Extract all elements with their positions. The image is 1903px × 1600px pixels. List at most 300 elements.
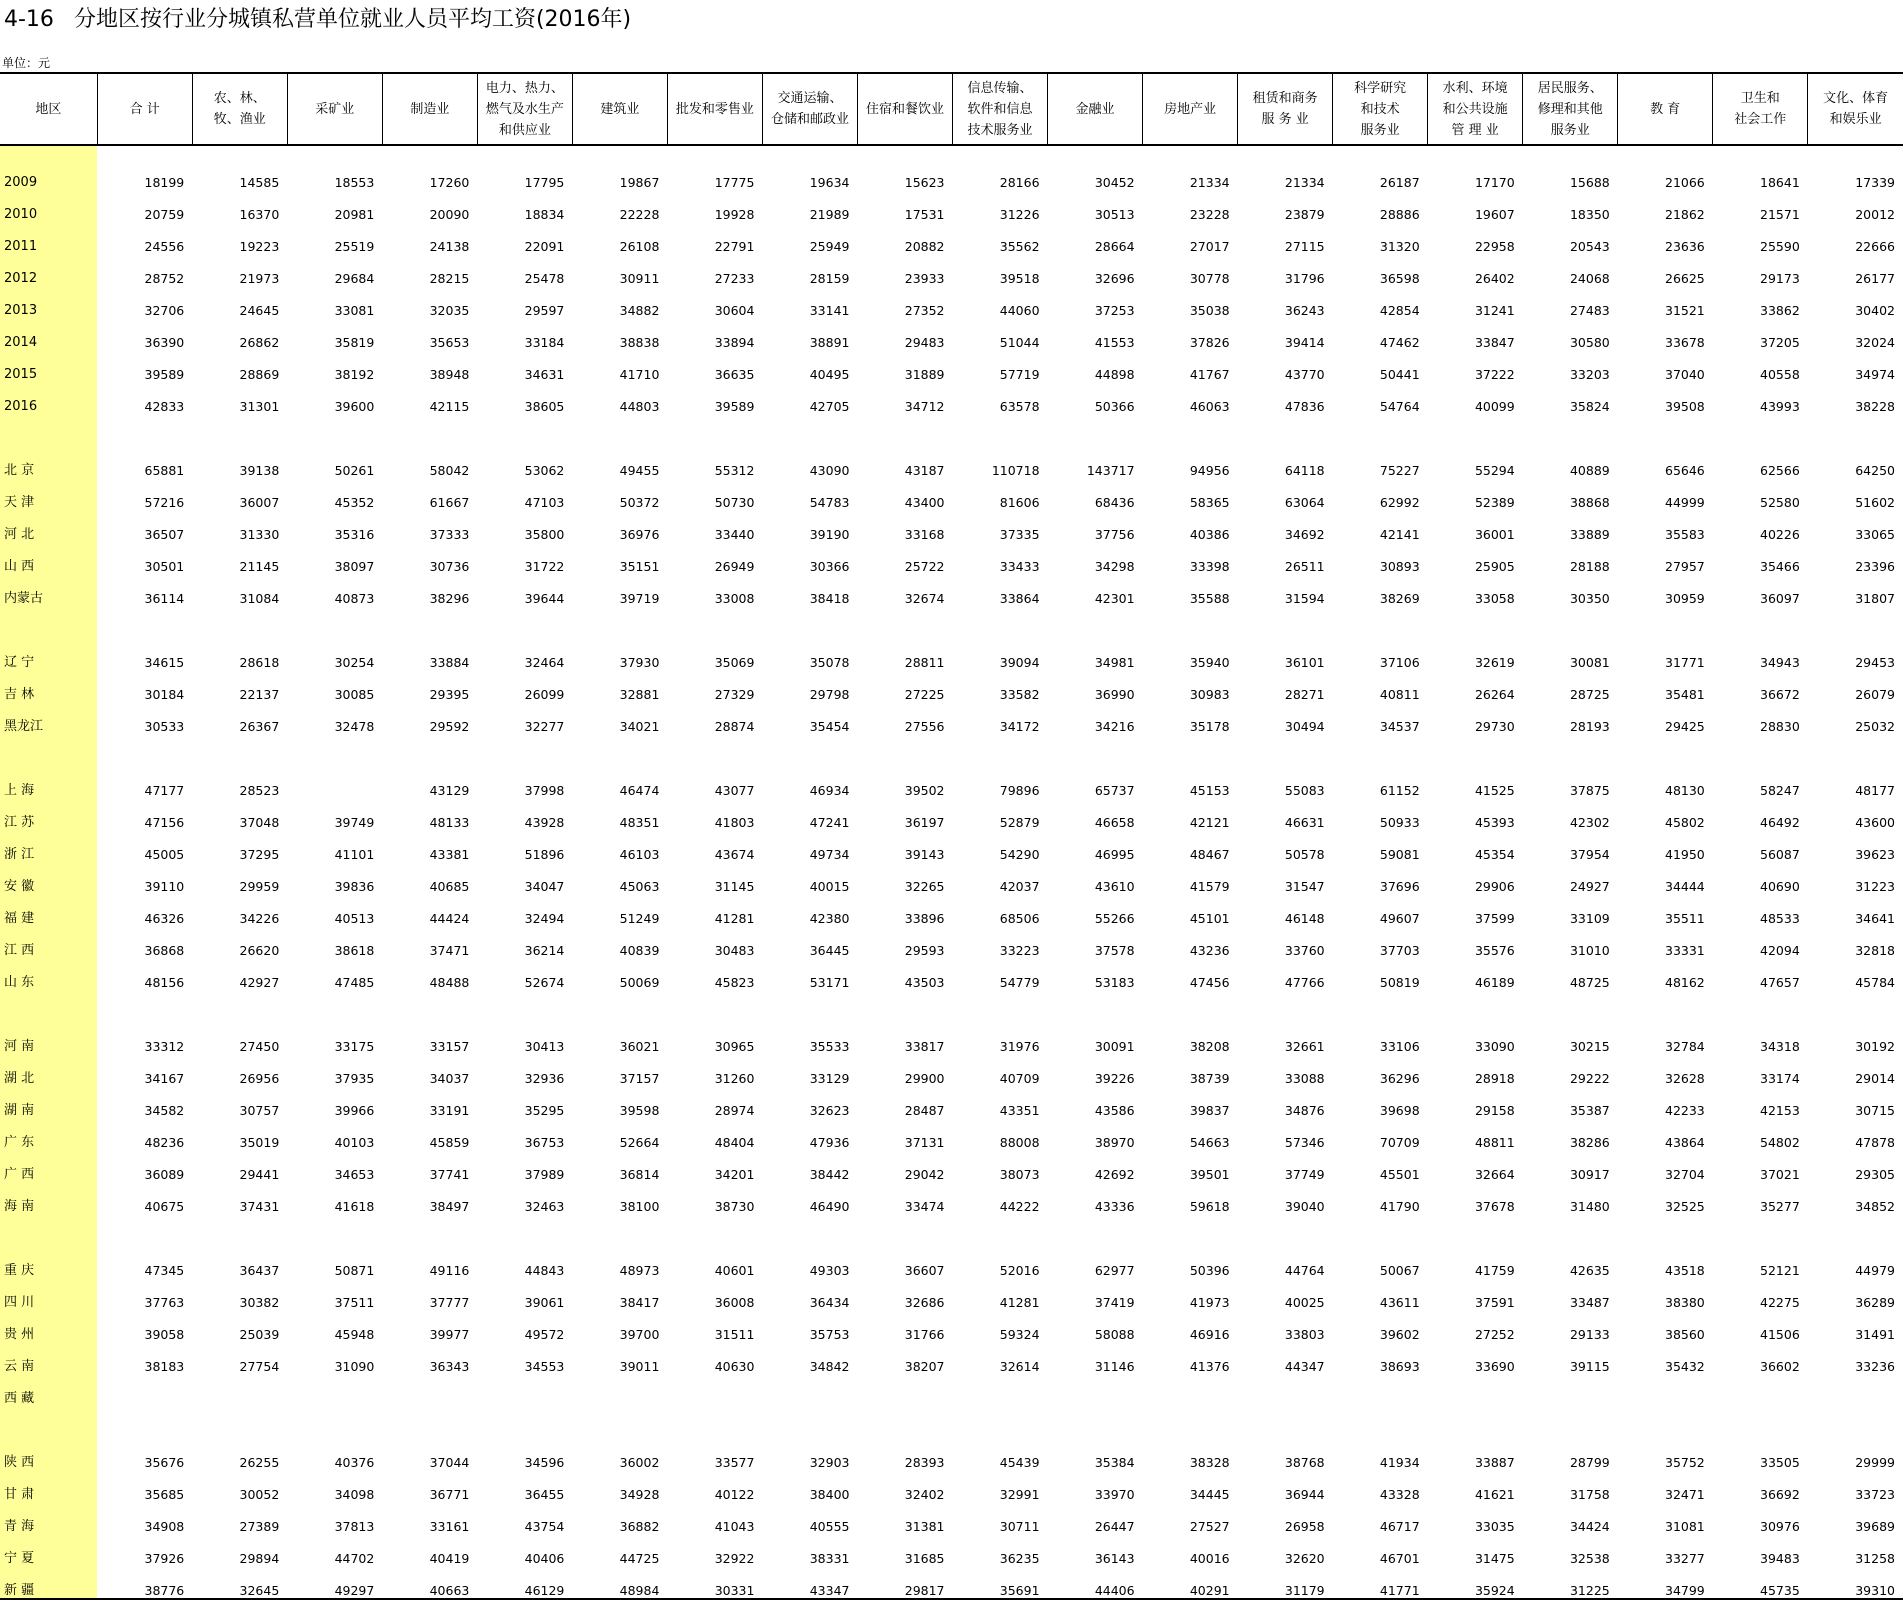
value-cell: 30893 [1379,559,1420,574]
value-cell: 65737 [1094,783,1135,798]
value-cell: 39058 [144,1327,185,1342]
value-cell: 37826 [1189,335,1230,350]
value-cell: 42275 [1760,1295,1800,1310]
value-cell: 37678 [1474,1199,1515,1214]
value-cell: 26447 [1094,1519,1135,1534]
value-cell: 37106 [1379,655,1420,670]
value-cell: 35653 [429,335,470,350]
value-cell: 31241 [1474,303,1515,318]
value-cell [667,1374,762,1406]
value-cell: 22228 [619,207,660,222]
value-cell: 38768 [1284,1455,1325,1470]
value-cell: 18641 [1760,175,1800,190]
value-cell: 39623 [1855,847,1895,862]
table-row [0,670,1903,702]
value-cell: 33008 [714,591,755,606]
value-cell: 50261 [334,463,375,478]
region-cell: 黑龙江 [0,702,97,734]
header-line: 建筑业 [600,101,640,117]
value-cell: 29798 [809,687,850,702]
value-cell: 37040 [1665,367,1705,382]
value-cell: 42094 [1760,943,1800,958]
value-cell: 30215 [1569,1039,1610,1054]
value-cell: 39310 [1808,1566,1903,1599]
region-cell: 江 苏 [0,798,97,830]
value-cell [1238,606,1333,638]
table-row [0,1278,1903,1310]
value-cell: 40839 [619,943,660,958]
value-cell: 30192 [1855,1039,1895,1054]
value-cell: 50441 [1379,367,1420,382]
value-cell [857,734,952,766]
value-cell: 46063 [1189,399,1230,414]
value-cell: 19867 [619,175,660,190]
value-cell: 26625 [1665,271,1705,286]
table-row [0,1374,1903,1406]
value-cell: 35038 [1189,303,1230,318]
region-cell [0,990,97,1022]
value-cell: 33817 [904,1039,945,1054]
value-cell [1713,1214,1808,1246]
value-cell: 39719 [619,591,660,606]
table-title: 分地区按行业分城镇私营单位就业人员平均工资(2016年) [73,7,632,32]
value-cell: 30331 [667,1566,762,1599]
value-cell: 49455 [619,463,660,478]
region-cell: 贵 州 [0,1310,97,1342]
value-cell: 63578 [999,399,1040,414]
value-cell: 46916 [1189,1327,1230,1342]
value-cell: 41767 [1189,367,1230,382]
value-cell: 40555 [809,1519,850,1534]
value-cell: 28974 [714,1103,755,1118]
value-cell: 29158 [1474,1103,1515,1118]
value-cell: 45802 [1665,815,1705,830]
value-cell: 15688 [1569,175,1610,190]
value-cell: 42833 [144,399,185,414]
value-cell: 48351 [619,815,660,830]
value-cell: 39700 [619,1327,660,1342]
value-cell: 40558 [1760,367,1800,382]
value-cell: 40601 [714,1263,755,1278]
value-cell [287,1374,382,1406]
value-cell: 52389 [1474,495,1515,510]
value-cell [477,1374,572,1406]
value-cell: 37777 [429,1295,470,1310]
value-cell: 37749 [1284,1167,1325,1182]
header-line: 采矿业 [315,101,355,117]
value-cell: 33090 [1474,1039,1515,1054]
region-cell: 青 海 [0,1502,97,1534]
value-cell: 36390 [144,335,185,350]
region-cell: 内蒙古 [0,574,97,606]
value-cell: 33223 [999,943,1040,958]
value-cell: 59081 [1379,847,1420,862]
value-cell: 28918 [1474,1071,1515,1086]
value-cell: 46995 [1094,847,1135,862]
value-cell: 31330 [239,527,280,542]
value-cell: 30091 [1094,1039,1135,1054]
value-cell: 30983 [1189,687,1230,702]
header-line: 科学研究 [1354,80,1407,96]
value-cell: 26108 [619,239,660,254]
value-cell: 28393 [904,1455,945,1470]
value-cell: 39414 [1284,335,1325,350]
region-cell: 2015 [0,350,97,382]
value-cell [762,1374,857,1406]
table-row [0,1438,1903,1470]
value-cell: 33088 [1284,1071,1325,1086]
header-line: 教 育 [1650,101,1681,117]
value-cell [1523,1214,1618,1246]
table-row [0,638,1903,670]
value-cell: 38269 [1379,591,1420,606]
header-region [0,73,97,145]
value-cell [1428,1374,1523,1406]
value-cell [1143,606,1238,638]
value-cell: 38286 [1569,1135,1610,1150]
value-cell: 34098 [334,1487,375,1502]
value-cell: 56087 [1760,847,1800,862]
value-cell: 31521 [1665,303,1705,318]
value-cell: 63064 [1284,495,1325,510]
value-cell: 27389 [239,1519,280,1534]
value-cell: 52879 [999,815,1040,830]
value-cell [477,606,572,638]
value-cell: 37875 [1569,783,1610,798]
value-cell: 39115 [1569,1359,1610,1374]
value-cell: 34852 [1855,1199,1895,1214]
region-cell: 河 南 [0,1022,97,1054]
value-cell: 29900 [904,1071,945,1086]
value-cell: 37578 [1094,943,1135,958]
spacer-row [0,990,1903,1022]
value-cell: 26949 [714,559,755,574]
value-cell: 45005 [144,847,185,862]
value-cell [1808,1214,1903,1246]
value-cell: 47177 [144,783,185,798]
value-cell: 32818 [1855,943,1895,958]
value-cell: 52664 [619,1135,660,1150]
value-cell: 39110 [144,879,185,894]
header-line: 社会工作 [1734,112,1787,127]
table-row [0,446,1903,478]
value-cell [1713,414,1808,446]
header-line: 和公共设施 [1442,101,1508,117]
value-cell: 40103 [334,1135,375,1150]
value-cell: 40376 [334,1455,375,1470]
value-cell: 22091 [524,239,565,254]
value-cell: 34974 [1855,367,1895,382]
value-cell: 62992 [1379,495,1420,510]
value-cell: 19928 [714,207,755,222]
value-cell: 30382 [239,1295,280,1310]
value-cell: 30494 [1284,719,1325,734]
value-cell [667,414,762,446]
header-line: 住宿和餐饮业 [865,101,944,117]
value-cell: 42692 [1094,1167,1135,1182]
value-cell: 39061 [524,1295,565,1310]
value-cell: 41376 [1189,1359,1230,1374]
value-cell: 48467 [1189,847,1230,862]
value-cell: 33331 [1665,943,1705,958]
value-cell: 40663 [382,1566,477,1599]
value-cell: 48533 [1760,911,1800,926]
table-row [0,286,1903,318]
value-cell: 45354 [1474,847,1515,862]
value-cell: 38296 [429,591,470,606]
value-cell: 20981 [334,207,375,222]
value-cell [1523,414,1618,446]
region-cell: 重 庆 [0,1246,97,1278]
value-cell: 33175 [334,1039,375,1054]
table-row [0,350,1903,382]
table-row [0,1022,1903,1054]
value-cell: 58247 [1760,783,1800,798]
value-cell: 45153 [1189,783,1230,798]
value-cell: 37048 [239,815,280,830]
value-cell: 35753 [809,1327,850,1342]
value-cell: 39508 [1665,399,1705,414]
value-cell: 36598 [1379,271,1420,286]
value-cell: 28487 [904,1103,945,1118]
header-line: 电力、热力、 [485,80,564,96]
value-cell: 28830 [1760,719,1800,734]
value-cell: 17339 [1855,175,1895,190]
value-cell: 41950 [1665,847,1705,862]
value-cell: 46717 [1379,1519,1420,1534]
header-line: 居民服务、 [1537,80,1603,96]
value-cell: 39966 [334,1103,375,1118]
value-cell [953,606,1048,638]
value-cell: 31771 [1665,655,1705,670]
value-cell: 36089 [144,1167,185,1182]
value-cell: 51044 [999,335,1040,350]
value-cell: 45101 [1189,911,1230,926]
value-cell: 25590 [1760,239,1800,254]
table-row [0,222,1903,254]
value-cell [667,990,762,1022]
header-col-6 [572,73,667,145]
value-cell: 33161 [429,1519,470,1534]
value-cell [1238,1406,1333,1438]
region-cell: 四 川 [0,1278,97,1310]
header-col-11 [1048,73,1143,145]
value-cell: 44702 [334,1551,375,1566]
value-cell: 41621 [1474,1487,1515,1502]
value-cell: 43187 [904,463,945,478]
value-cell: 46148 [1284,911,1325,926]
value-cell [1333,414,1428,446]
value-cell: 18350 [1569,207,1610,222]
value-cell [1428,1406,1523,1438]
value-cell: 53062 [524,463,565,478]
value-cell: 50819 [1379,975,1420,990]
value-cell: 32645 [192,1566,287,1599]
value-cell: 37930 [619,655,660,670]
value-cell: 55083 [1284,783,1325,798]
value-cell [953,990,1048,1022]
value-cell: 42141 [1379,527,1420,542]
value-cell: 32696 [1094,271,1135,286]
header-col-5 [477,73,572,145]
value-cell: 31491 [1855,1327,1895,1342]
value-cell: 36001 [1474,527,1515,542]
value-cell: 47456 [1189,975,1230,990]
value-cell: 36882 [619,1519,660,1534]
value-cell: 37471 [429,943,470,958]
value-cell: 47936 [809,1135,850,1150]
header-line: 信息传输、 [967,80,1033,96]
value-cell: 39226 [1094,1071,1135,1086]
value-cell: 38207 [904,1359,945,1374]
header-line: 交通运输、 [777,91,843,106]
value-cell [1428,734,1523,766]
value-cell: 55266 [1094,911,1135,926]
value-cell: 16370 [239,207,280,222]
value-cell: 37741 [429,1167,470,1182]
value-cell: 32471 [1665,1487,1705,1502]
value-cell: 41934 [1379,1455,1420,1470]
value-cell: 26264 [1474,687,1515,702]
value-cell: 39589 [714,399,755,414]
value-cell [1523,990,1618,1022]
value-cell: 36007 [239,495,280,510]
value-cell: 31381 [904,1519,945,1534]
value-cell: 33168 [904,527,945,542]
value-cell: 39094 [999,655,1040,670]
value-cell: 55312 [714,463,755,478]
header-col-19 [1808,73,1903,145]
value-cell: 30513 [1094,207,1135,222]
value-cell [1523,1406,1618,1438]
value-cell: 39143 [904,847,945,862]
value-cell [192,734,287,766]
value-cell: 25722 [904,559,945,574]
value-cell: 33058 [1474,591,1515,606]
value-cell [1048,734,1143,766]
value-cell: 32664 [1474,1167,1515,1182]
header-line: 服务业 [1360,122,1400,138]
value-cell [1238,990,1333,1022]
value-cell [1333,1214,1428,1246]
value-cell: 43503 [904,975,945,990]
value-cell: 45352 [334,495,375,510]
value-cell: 62977 [1094,1263,1135,1278]
value-cell: 44764 [1284,1263,1325,1278]
value-cell: 30184 [144,687,185,702]
value-cell: 40016 [1189,1551,1230,1566]
value-cell [477,1406,572,1438]
spacer-row [0,414,1903,446]
value-cell: 26956 [239,1071,280,1086]
value-cell: 18199 [144,175,185,190]
value-cell [477,1214,572,1246]
value-cell [477,734,572,766]
value-cell: 38868 [1569,495,1610,510]
value-cell: 30052 [239,1487,280,1502]
value-cell: 31796 [1284,271,1325,286]
value-cell: 50396 [1189,1263,1230,1278]
value-cell [667,606,762,638]
value-cell: 33862 [1760,303,1800,318]
value-cell: 46490 [809,1199,850,1214]
value-cell: 30715 [1855,1103,1895,1118]
value-cell: 27233 [714,271,755,286]
value-cell: 35562 [999,239,1040,254]
value-cell: 54764 [1379,399,1420,414]
value-cell [97,1214,192,1246]
value-cell: 36692 [1760,1487,1800,1502]
value-cell: 32686 [904,1295,945,1310]
value-cell: 29894 [239,1551,280,1566]
region-cell: 2016 [0,382,97,414]
value-cell: 26079 [1855,687,1895,702]
spreadsheet [0,72,1903,1598]
region-cell [0,734,97,766]
value-cell [382,414,477,446]
value-cell: 37333 [429,527,470,542]
region-cell: 广 西 [0,1150,97,1182]
value-cell [857,414,952,446]
value-cell: 18834 [524,207,565,222]
table-row [0,958,1903,990]
value-cell: 34882 [619,303,660,318]
value-cell: 43400 [904,495,945,510]
value-cell [1618,414,1713,446]
value-cell: 43351 [999,1103,1040,1118]
value-cell: 39011 [619,1359,660,1374]
value-cell: 27556 [904,719,945,734]
value-cell: 43381 [429,847,470,862]
value-cell [1143,734,1238,766]
value-cell: 38739 [1189,1071,1230,1086]
value-cell: 53183 [1094,975,1135,990]
value-cell [192,990,287,1022]
value-cell: 25478 [524,271,565,286]
table-row [0,1086,1903,1118]
value-cell: 20882 [904,239,945,254]
value-cell: 43928 [524,815,565,830]
value-cell: 29453 [1855,655,1895,670]
value-cell: 44999 [1665,495,1705,510]
region-cell: 2011 [0,222,97,254]
value-cell: 33109 [1569,911,1610,926]
header-col-10 [953,73,1048,145]
value-cell: 28523 [239,783,280,798]
value-cell: 65881 [144,463,185,478]
header-col-7 [667,73,762,145]
value-cell: 31090 [334,1359,375,1374]
value-cell: 34298 [1094,559,1135,574]
value-cell: 37044 [429,1455,470,1470]
value-cell [572,734,667,766]
value-cell: 36976 [619,527,660,542]
value-cell: 64118 [1284,463,1325,478]
value-cell: 33035 [1474,1519,1515,1534]
value-cell: 88008 [999,1135,1040,1150]
value-cell: 40873 [334,591,375,606]
value-cell: 32661 [1284,1039,1325,1054]
value-cell: 48984 [572,1566,667,1599]
value-cell: 37591 [1474,1295,1515,1310]
region-cell: 2009 [0,145,97,190]
value-cell: 34172 [999,719,1040,734]
value-cell: 31081 [1665,1519,1705,1534]
value-cell: 34318 [1760,1039,1800,1054]
value-cell: 42705 [809,399,850,414]
header-col-2 [192,73,287,145]
value-cell: 35019 [239,1135,280,1150]
